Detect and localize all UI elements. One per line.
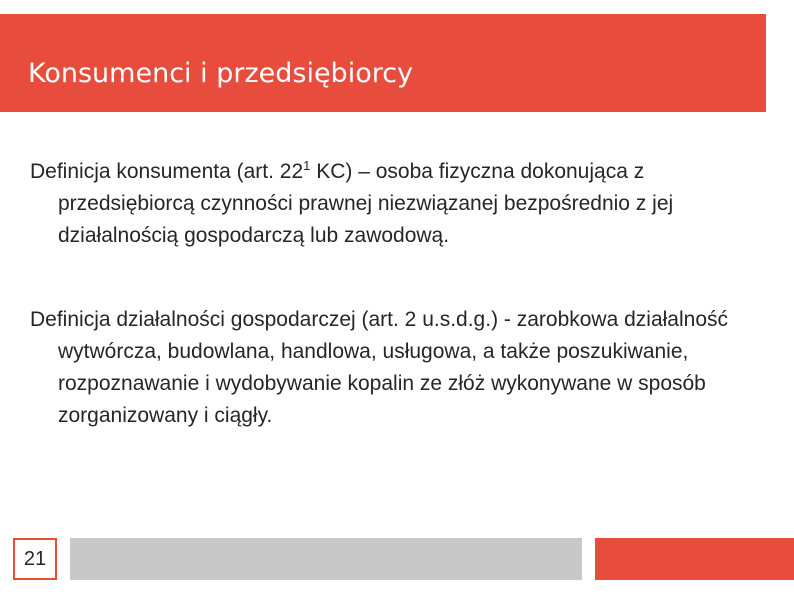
footer-gray-bar [70, 538, 582, 580]
slide-title: Konsumenci i przedsiębiorcy [28, 58, 414, 89]
footer-red-bar [595, 538, 794, 580]
page-number: 21 [13, 538, 57, 580]
slide-content [30, 156, 770, 432]
business-activity-definition: Definicja działalności gospodarczej (art. 2 u.s.d.g.) - zarobkowa działalność wytwórcza, budowlana, handlowa, usługowa, a także poszukiwanie, rozpoznawanie i wydobywanie kopalin ze złóż wykonywane w sposób zorganizowany i ciągły. [30, 308, 729, 427]
consumer-definition-text-before: Definicja konsumenta (art. 22 [30, 160, 304, 183]
article-superscript: 1 [303, 158, 311, 173]
consumer-definition-text-after: KC) – osoba fizyczna dokonująca z przedsiębiorcą czynności prawnej niezwiązanej bezpośrednio z jej działalnością gospodarczą lub zawodową. [58, 160, 674, 247]
consumer-definition [30, 156, 770, 252]
